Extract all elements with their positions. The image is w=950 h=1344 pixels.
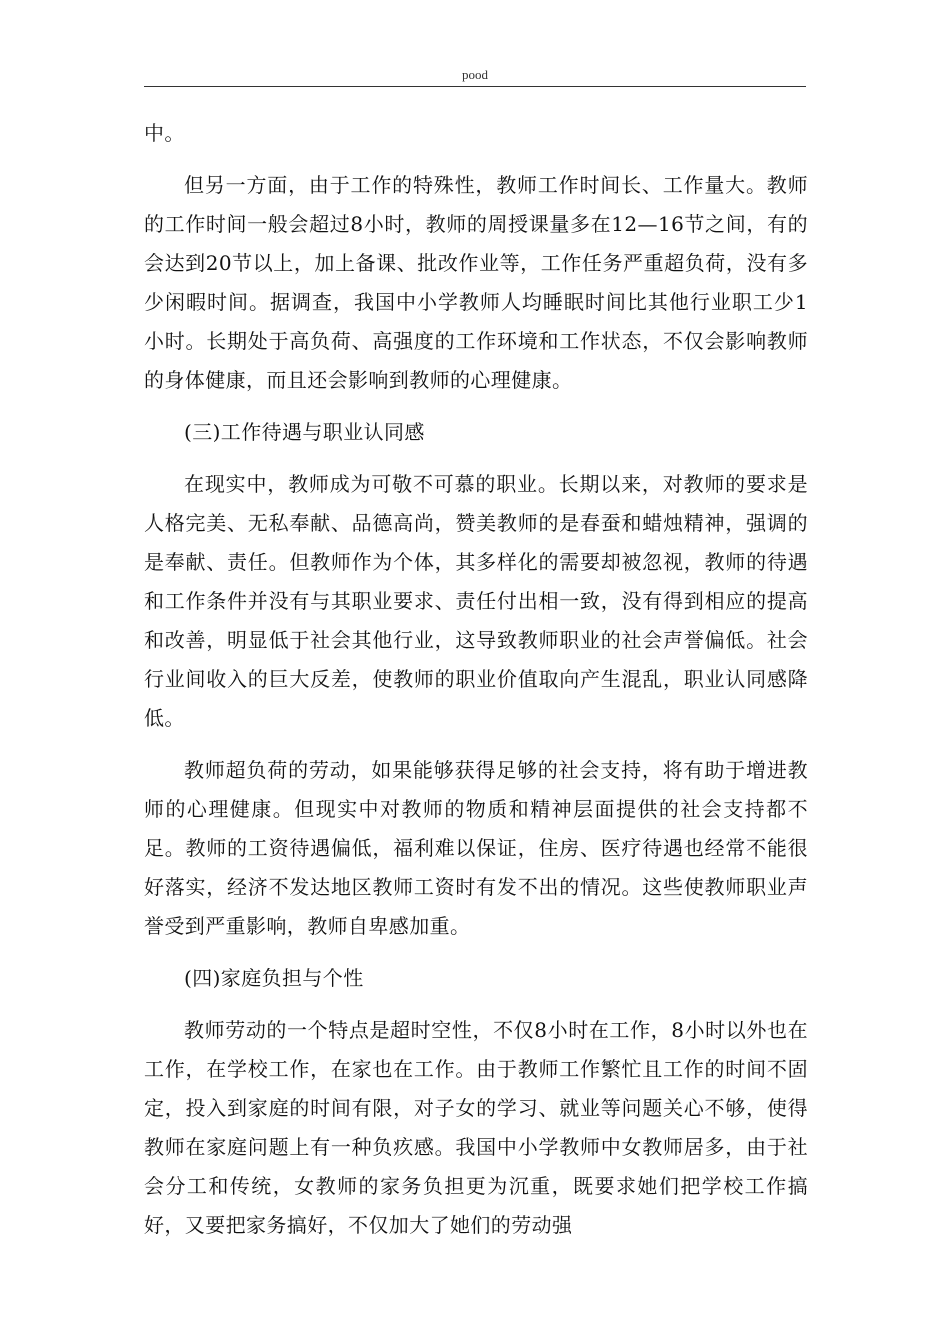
header-text: pood (462, 67, 488, 82)
paragraph-continuation: 中。 (144, 121, 185, 145)
section-heading-4: (四)家庭负担与个性 (184, 966, 364, 990)
section-heading-3: (三)工作待遇与职业认同感 (184, 420, 425, 444)
paragraph-workload: 但另一方面，由于工作的特殊性，教师工作时间长、工作量大。教师的工作时间一般会超过8小时，教师的周授课量多在12—16节之间，有的会达到20节以上，加上备课、批改作业等，工作任务严重超负荷，没有多少闲暇时间。据调查，我国中小学教师人均睡眠时间比其他行业职工少1小时。长期处于高负荷、高强度的工作环境和工作状态，不仅会影响教师的身体健康，而且还会影响到教师的心理健康。 (144, 173, 808, 392)
paragraph-family: 教师劳动的一个特点是超时空性，不仅8小时在工作，8小时以外也在工作，在学校工作，在家也在工作。由于教师工作繁忙且工作的时间不固定，投入到家庭的时间有限，对子女的学习、就业等问题关心不够，使得教师在家庭问题上有一种负疚感。我国中小学教师中女教师居多，由于社会分工和传统，女教师的家务负担更为沉重，既要求她们把学校工作搞好，又要把家务搞好，不仅加大了她们的劳动强 (144, 1018, 808, 1237)
document-body (144, 114, 808, 1258)
paragraph-treatment: 在现实中，教师成为可敬不可慕的职业。长期以来，对教师的要求是人格完美、无私奉献、品德高尚，赞美教师的是春蚕和蜡烛精神，强调的是奉献、责任。但教师作为个体，其多样化的需要却被忽视，教师的待遇和工作条件并没有与其职业要求、责任付出相一致，没有得到相应的提高和改善，明显低于社会其他行业，这导致教师职业的社会声誉偏低。社会行业间收入的巨大反差，使教师的职业价值取向产生混乱，职业认同感降低。 (144, 472, 808, 730)
paragraph-social-support: 教师超负荷的劳动，如果能够获得足够的社会支持，将有助于增进教师的心理健康。但现实中对教师的物质和精神层面提供的社会支持都不足。教师的工资待遇偏低，福利难以保证，住房、医疗待遇也经常不能很好落实，经济不发达地区教师工资时有发不出的情况。这些使教师职业声誉受到严重影响，教师自卑感加重。 (144, 758, 808, 938)
page-header (144, 64, 806, 87)
